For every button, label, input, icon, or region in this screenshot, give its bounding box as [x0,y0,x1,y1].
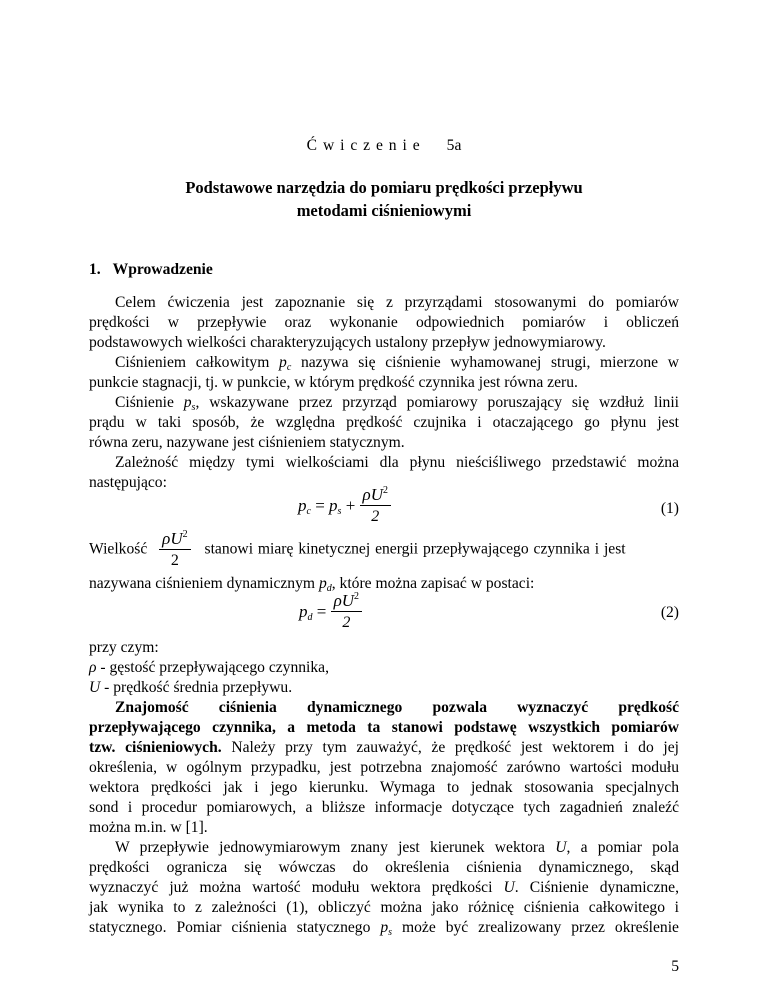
exercise-label: Ć w i c z e n i e [306,137,421,154]
intro-line-2: prędkości w przepływie oraz wykonanie odpowiednich pomiarów i obliczeń [89,314,679,331]
equation-1-fraction: $\frac{\rho U^2}{2}$ [360,486,391,525]
paragraph-line-5: wektora prędkości jak i jego kierunku. Wymaga to jednak stosowania specjalnych [89,779,679,796]
static-pressure-line-1: Ciśnienie $p_s$, wskazywane przez przyrząd pomiarowy poruszający się wzdłuż linii [115,394,679,413]
section-title: Wprowadzenie [112,261,213,278]
relation-line-2: następująco: [89,474,167,491]
dynamic-line-1: Wielkość $\frac{\rho U^2}{2}$ stanowi miarę kinetycznej energii przepływającego czynnika i jest [89,529,626,569]
legend-rho: ρ - gęstość przepływającego czynnika, [89,659,330,676]
exercise-heading [0,137,768,155]
total-pressure-line-2: punkcie stagnacji, tj. w punkcie, w którym prędkość czynnika jest równa zeru. [89,374,578,391]
last-line-5: statycznego. Pomiar ciśnienia statycznego $p_s$ może być zrealizowany przez określenie [89,919,679,938]
last-line-4: jak wynika to z zależności (1), obliczyć można jako różnicę ciśnienia całkowitego i [89,899,679,916]
bold-line-1: Znajomość ciśnienia dynamicznego pozwala wyznaczyć prędkość [115,699,679,716]
equation-2-fraction: $\frac{\rho U^2}{2}$ [331,592,362,631]
equation-1: $p_c = p_s$ + $\frac{\rho U^2}{2}$ [298,486,391,525]
equation-2: $p_d$ = $\frac{\rho U^2}{2}$ [299,592,362,631]
paragraph-line-6: sond i procedur pomiarowych, a bliższe informacje dotyczące tych zagadnień znaleźć [89,799,679,816]
title-line-1: Podstawowe narzędzia do pomiaru prędkości przepływu [185,178,583,197]
exercise-number: 5a [446,137,462,154]
section-number: 1. [89,261,101,278]
paragraph-line-7: można m.in. w [1]. [89,819,208,836]
intro-line-1: Celem ćwiczenia jest zapoznanie się z przyrządami stosowanymi do pomiarów [115,294,679,311]
intro-line-3: podstawowych wielkości charakteryzujących ustalony przepływ jednowymiarowy. [89,334,606,351]
total-pressure-line-1: Ciśnieniem całkowitym $p_c$ nazywa się ciśnienie wyhamowanej strugi, mierzone w [115,354,680,373]
bold-line-3: tzw. ciśnieniowych. Należy przy tym zauważyć, że prędkość jest wektorem i do jej [89,739,679,756]
paragraph-line-4: określenia, w ogólnym przypadku, jest potrzebna znajomość zarówno wartości modułu [89,759,679,776]
page-number: 5 [671,958,679,975]
dynamic-line-2: nazywana ciśnieniem dynamicznym $p_d$, które można zapisać w postaci: [89,575,535,594]
last-line-1: W przepływie jednowymiarowym znany jest kierunek wektora U, a pomiar pola [115,839,679,856]
static-pressure-line-3: równa zeru, nazywane jest ciśnieniem statycznym. [89,434,405,451]
relation-line-1: Zależność między tymi wielkościami dla płynu nieściśliwego przedstawić można [115,454,679,471]
dynamic-fraction: $\frac{\rho U^2}{2}$ [159,530,190,569]
bold-line-2: przepływającego czynnika, a metoda ta stanowi podstawę wszystkich pomiarów [89,719,679,736]
title-line-2: metodami ciśnieniowymi [296,201,472,220]
last-line-2: prędkości ogranicza się wówczas do określenia ciśnienia dynamicznego, skąd [89,859,679,876]
last-line-3: wyznaczyć już można wartość modułu wektora prędkości U. Ciśnienie dynamiczne, [89,879,679,896]
legend-intro: przy czym: [89,639,159,656]
legend-u: U - prędkość średnia przepływu. [89,679,293,696]
static-pressure-line-2: prądu w taki sposób, że względna prędkość czujnika i otaczającego go płynu jest [89,414,679,431]
equation-1-number: (1) [660,500,679,517]
equation-2-number: (2) [660,604,679,621]
section-heading [89,261,213,279]
